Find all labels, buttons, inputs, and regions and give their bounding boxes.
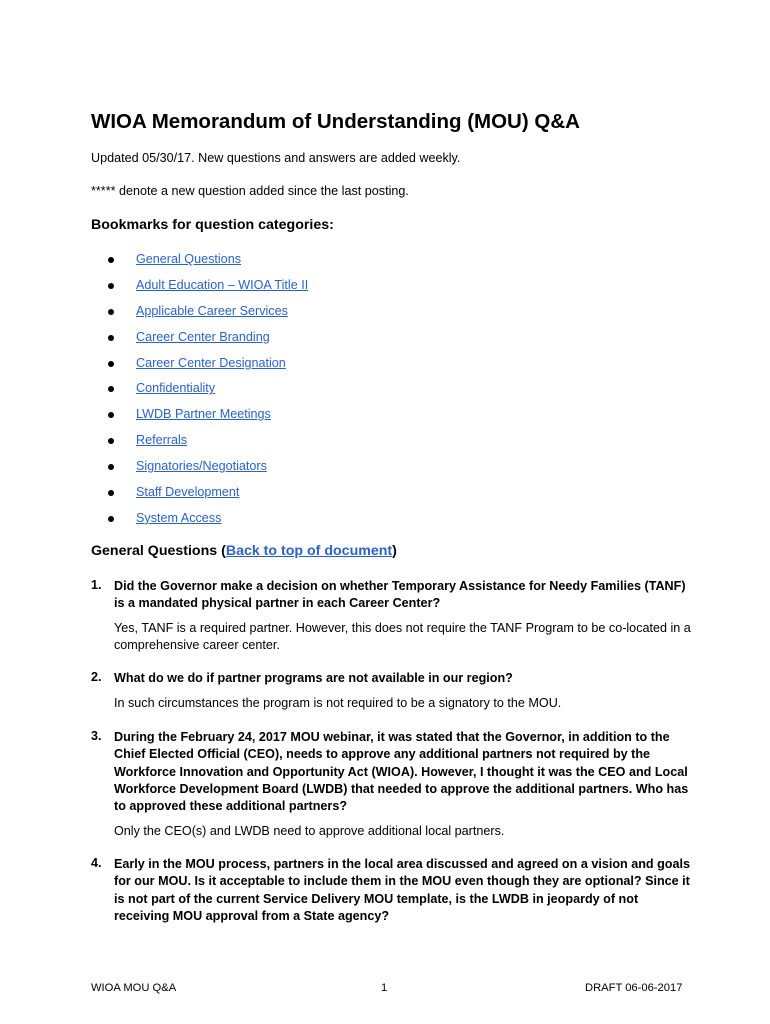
- bookmark-link-career-center-branding[interactable]: Career Center Branding: [136, 329, 270, 344]
- bookmark-link-staff-development[interactable]: Staff Development: [136, 485, 240, 500]
- answer-text: Only the CEO(s) and LWDB need to approve additional local partners.: [114, 824, 505, 838]
- question-text: During the February 24, 2017 MOU webinar, it was stated that the Governor, in addition to the Chief Elected Official (CEO), needs to approve any additional partners not required by the Workforce Innovation and Opportunity Act (WIOA). However, I thought it was the CEO and Local Workforce Development Board (LWDB) that needed to approve the additional partners. Who has to approved these additional partners?: [114, 730, 689, 814]
- question-number: 3.: [91, 729, 102, 743]
- bookmark-link-referrals[interactable]: Referrals: [136, 433, 188, 448]
- bookmark-link-career-center-designation[interactable]: Career Center Designation: [136, 355, 286, 370]
- bookmark-link-lwdb-partner-meetings[interactable]: LWDB Partner Meetings: [136, 407, 271, 422]
- bullet-icon: [108, 516, 114, 522]
- new-question-note: ***** denote a new question added since the last posting.: [91, 184, 409, 198]
- back-to-top-link[interactable]: Back to top of document: [225, 543, 393, 559]
- footer-page-number: 1: [381, 982, 388, 994]
- question-text: Did the Governor make a decision on whether Temporary Assistance for Needy Families (TANF) is a mandated physical partner in each Career Center?: [114, 579, 686, 611]
- question-number: 4.: [91, 856, 102, 870]
- bullet-icon: [108, 412, 114, 418]
- question-number: 2.: [91, 670, 102, 684]
- footer-document-name: WIOA MOU Q&A: [91, 982, 177, 994]
- bullet-icon: [108, 361, 114, 367]
- section-heading-suffix: ): [392, 543, 397, 559]
- bookmark-link-confidentiality[interactable]: Confidentiality: [136, 381, 216, 396]
- bullet-icon: [108, 283, 114, 289]
- bookmark-link-system-access[interactable]: System Access: [136, 510, 222, 525]
- section-heading-general-questions: [91, 543, 397, 559]
- bullet-icon: [108, 309, 114, 315]
- question-text: Early in the MOU process, partners in the local area discussed and agreed on a vision and goals for our MOU. Is it acceptable to include them in the MOU even though they are optional? Since it is not part of the current Service Delivery MOU template, is the LWDB in jeopardy of not receiving MOU approval from a State agency?: [114, 857, 690, 923]
- answer-text: In such circumstances the program is not required to be a signatory to the MOU.: [114, 696, 562, 710]
- bullet-icon: [108, 438, 114, 444]
- bullet-icon: [108, 335, 114, 341]
- bookmark-link-adult-education[interactable]: Adult Education – WIOA Title II: [136, 277, 309, 292]
- bullet-icon: [108, 464, 114, 470]
- page-title: WIOA Memorandum of Understanding (MOU) Q&A: [91, 110, 580, 133]
- bullet-icon: [108, 490, 114, 496]
- bookmarks-heading: Bookmarks for question categories:: [91, 217, 334, 233]
- question-number: 1.: [91, 578, 102, 592]
- bullet-icon: [108, 257, 114, 263]
- question-text: What do we do if partner programs are not available in our region?: [114, 671, 513, 685]
- updated-note: Updated 05/30/17. New questions and answers are added weekly.: [91, 151, 461, 165]
- bookmark-link-signatories-negotiators[interactable]: Signatories/Negotiators: [136, 459, 267, 474]
- footer-draft-date: DRAFT 06-06-2017: [585, 982, 683, 994]
- bookmark-link-applicable-career-services[interactable]: Applicable Career Services: [136, 303, 288, 318]
- answer-text: Yes, TANF is a required partner. However, this does not require the TANF Program to be co-located in a comprehensive career center.: [114, 621, 691, 653]
- bookmark-link-general-questions[interactable]: General Questions: [136, 252, 242, 266]
- section-heading-prefix: General Questions (: [91, 543, 226, 559]
- bullet-icon: [108, 386, 114, 392]
